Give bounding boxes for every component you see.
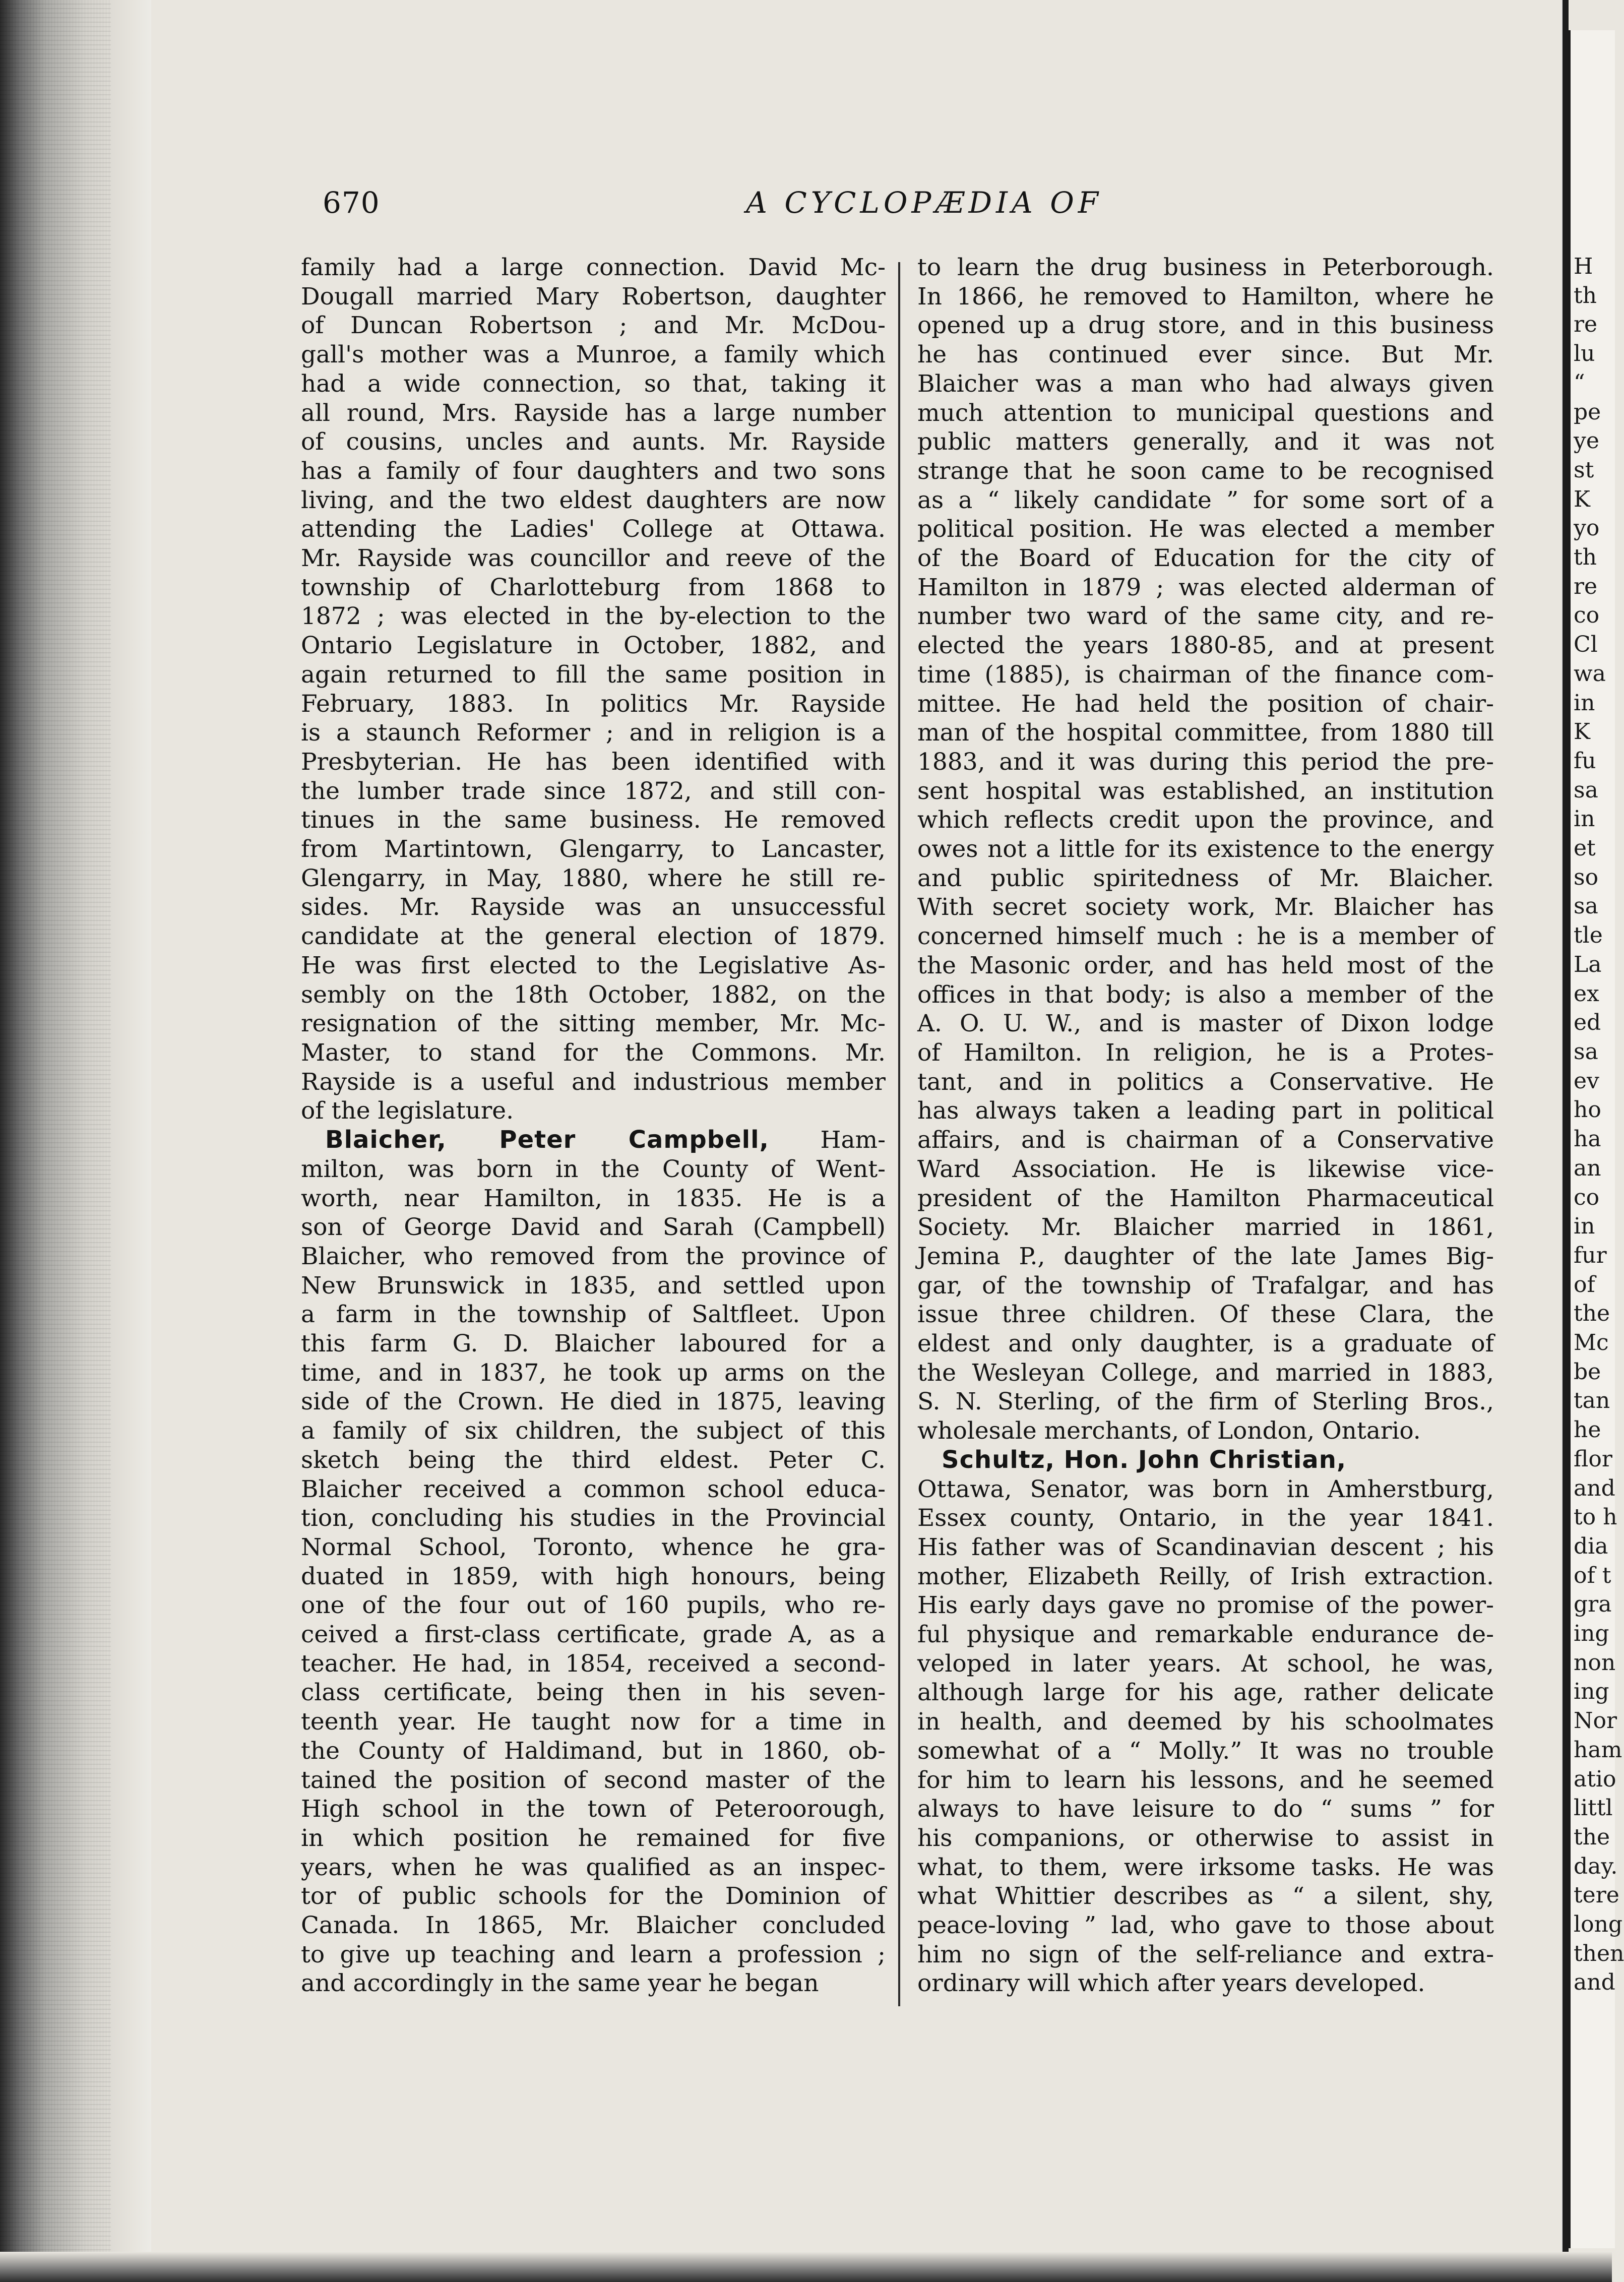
bottom-shadow <box>0 2252 1612 2282</box>
text-line: Essex county, Ontario, in the year 1841. <box>917 1504 1494 1532</box>
facing-page-fragment: et <box>1574 835 1596 861</box>
text-line: sembly on the 18th October, 1882, on the <box>301 980 886 1009</box>
text-line: tinues in the same business. He removed <box>301 806 886 834</box>
facing-page-fragment: an <box>1574 1155 1601 1181</box>
facing-page-fragment: sa <box>1574 893 1598 919</box>
text-line: wholesale merchants, of London, Ontario. <box>917 1417 1421 1445</box>
facing-page-fragment: co <box>1574 1184 1600 1210</box>
text-line: although large for his age, rather delicate <box>917 1679 1494 1707</box>
text-line: a farm in the township of Saltfleet. Upon <box>301 1301 886 1329</box>
text-line: ceived a first-class certificate, grade A, as a <box>301 1621 886 1649</box>
text-line: 1883, and it was during this period the pre- <box>917 748 1494 776</box>
text-line: what, to them, were irksome tasks. He was <box>917 1853 1494 1881</box>
text-line: has always taken a leading part in political <box>917 1097 1494 1125</box>
facing-page-fragment: K <box>1574 719 1590 745</box>
text-line: duated in 1859, with high honours, being <box>301 1562 886 1590</box>
facing-page-fragment: Nor <box>1574 1708 1617 1734</box>
facing-page-fragment: tan <box>1574 1388 1610 1414</box>
text-line: is a staunch Reformer ; and in religion is a <box>301 719 886 747</box>
facing-page-fragment: re <box>1574 312 1598 338</box>
facing-page-fragment: non <box>1574 1649 1616 1676</box>
text-line: from Martintown, Glengarry, to Lancaster, <box>301 835 886 864</box>
facing-page-fragment: wa <box>1574 660 1606 687</box>
text-line: opened up a drug store, and in this business <box>917 312 1494 340</box>
blaicher-entry-body <box>301 1155 886 1998</box>
text-line: which reflects credit upon the province, and <box>917 806 1494 834</box>
facing-page-fragment: be <box>1574 1359 1601 1385</box>
left-column-body <box>301 253 886 1126</box>
text-line: Ontario Legislature in October, 1882, and <box>301 632 886 660</box>
text-line: In 1866, he removed to Hamilton, where he <box>917 282 1494 311</box>
text-line: Jemina P., daughter of the late James Big- <box>917 1242 1494 1270</box>
facing-page-fragment: and <box>1574 1475 1615 1501</box>
text-line: Mr. Rayside was councillor and reeve of the <box>301 544 886 573</box>
text-line: son of George David and Sarah (Campbell) <box>301 1213 886 1242</box>
text-line: number two ward of the same city, and re- <box>917 602 1494 631</box>
facing-page-fragment: to h <box>1574 1504 1617 1530</box>
entry-heading-line <box>301 1126 886 1155</box>
text-line: teacher. He had, in 1854, received a second- <box>301 1649 886 1678</box>
text-line: this farm G. D. Blaicher laboured for a <box>301 1330 886 1358</box>
facing-page-fragment: tle <box>1574 922 1603 949</box>
entry-heading-line <box>917 1446 1494 1475</box>
text-line: ful physique and remarkable endurance de- <box>917 1621 1494 1649</box>
text-line: tained the position of second master of the <box>301 1766 886 1794</box>
text-line: Hamilton in 1879 ; was elected alderman of <box>917 573 1494 601</box>
facing-page-fragment: in <box>1574 690 1595 716</box>
text-line: Ottawa, Senator, was born in Amherstburg, <box>917 1475 1494 1503</box>
facing-page-fragment: H <box>1574 254 1593 279</box>
text-line: of cousins, uncles and aunts. Mr. Rayside <box>301 428 886 456</box>
facing-page <box>1568 30 1624 2248</box>
right-column <box>917 253 1494 1998</box>
running-title: A CYCLOPÆDIA OF <box>746 186 1103 220</box>
facing-page-fragment: th <box>1574 544 1597 571</box>
text-line: candidate at the general election of 1879. <box>301 922 886 951</box>
text-line: gar, of the township of Trafalgar, and has <box>917 1271 1494 1300</box>
facing-page-fragment: of <box>1574 1271 1595 1298</box>
text-line: all round, Mrs. Rayside has a large number <box>301 399 886 427</box>
text-line: tant, and in politics a Conservative. He <box>917 1068 1494 1096</box>
right-column-body <box>917 253 1494 1446</box>
text-line: strange that he soon came to be recognised <box>917 457 1494 485</box>
text-line: for him to learn his lessons, and he seemed <box>917 1766 1494 1794</box>
text-line: class certificate, being then in his seven- <box>301 1679 886 1707</box>
text-line: in which position he remained for five <box>301 1824 886 1852</box>
text-line: Dougall married Mary Robertson, daughter <box>301 282 886 311</box>
text-line: ordinary will which after years developed. <box>917 1969 1425 1998</box>
facing-page-fragment: sa <box>1574 777 1598 803</box>
text-line: sides. Mr. Rayside was an unsuccessful <box>301 893 886 921</box>
page-number: 670 <box>323 186 380 220</box>
facing-page-fragment: ed <box>1574 1010 1601 1036</box>
text-line: eldest and only daughter, is a graduate of <box>917 1330 1494 1358</box>
text-line: man of the hospital committee, from 1880 till <box>917 719 1494 747</box>
text-line: of Duncan Robertson ; and Mr. McDou- <box>301 312 886 340</box>
text-line: and public spiritedness of Mr. Blaicher. <box>917 864 1494 892</box>
facing-page-fragment: flor <box>1574 1446 1612 1472</box>
facing-page-fragment: La <box>1574 951 1602 977</box>
text-line: always to have leisure to do “ sums ” for <box>917 1795 1494 1823</box>
text-line: family had a large connection. David Mc- <box>301 254 886 281</box>
text-line: mittee. He had held the position of chair- <box>917 690 1494 718</box>
facing-page-fragment: re <box>1574 573 1598 599</box>
facing-page-fragment: Mc <box>1574 1330 1609 1356</box>
entry-name-schultz: Schultz, Hon. John Christian, <box>942 1445 1347 1474</box>
facing-page-fragment: lu <box>1574 341 1595 367</box>
text-line: to learn the drug business in Peterborough. <box>917 254 1494 281</box>
facing-page-fragment: then <box>1574 1940 1624 1966</box>
facing-page-fragment: ho <box>1574 1097 1601 1123</box>
text-line: the Wesleyan College, and married in 1883, <box>917 1359 1494 1387</box>
text-line: to give up teaching and learn a profession ; <box>301 1940 886 1968</box>
schultz-entry-body <box>917 1475 1494 1999</box>
text-line: owes not a little for its existence to the energy <box>917 835 1494 864</box>
text-line: Blaicher was a man who had always given <box>917 369 1494 398</box>
text-line: president of the Hamilton Pharmaceutical <box>917 1184 1494 1212</box>
facing-page-fragment: so <box>1574 864 1599 890</box>
facing-page-fragment: long <box>1574 1911 1623 1938</box>
facing-page-fragment: yo <box>1574 515 1600 541</box>
facing-page-fragment: ye <box>1574 428 1599 454</box>
text-line: S. N. Sterling, of the firm of Sterling Bros., <box>917 1388 1494 1416</box>
text-line: Master, to stand for the Commons. Mr. <box>301 1038 886 1067</box>
text-line: Ward Association. He is likewise vice- <box>917 1155 1494 1183</box>
text-line: elected the years 1880-85, and at present <box>917 632 1494 660</box>
facing-page-fragment: in <box>1574 1213 1595 1240</box>
facing-page-fragment: ing <box>1574 1679 1609 1705</box>
text-line: and accordingly in the same year he began <box>301 1969 819 1998</box>
text-line: Rayside is a useful and industrious member <box>301 1068 886 1096</box>
text-line: offices in that body; is also a member of the <box>917 980 1494 1009</box>
text-line: New Brunswick in 1835, and settled upon <box>301 1271 886 1300</box>
text-line: February, 1883. In politics Mr. Rayside <box>301 690 886 718</box>
text-line: mother, Elizabeth Reilly, of Irish extraction. <box>917 1562 1494 1590</box>
entry-heading-rest: Ham- <box>769 1126 886 1154</box>
text-line: sketch being the third eldest. Peter C. <box>301 1446 886 1474</box>
text-line: what Whittier describes as “ a silent, shy, <box>917 1882 1494 1910</box>
text-line: Glengarry, in May, 1880, where he still re- <box>301 864 886 892</box>
facing-page-fragment: the <box>1574 1824 1610 1850</box>
facing-page-fragment: ham <box>1574 1737 1622 1763</box>
facing-page-fragment: tere <box>1574 1882 1619 1908</box>
text-line: the County of Haldimand, but in 1860, ob- <box>301 1737 886 1765</box>
facing-page-fragment: sa <box>1574 1038 1598 1065</box>
text-line: him no sign of the self-reliance and extra- <box>917 1940 1494 1968</box>
facing-page-fragment: th <box>1574 282 1597 309</box>
text-line: His early days gave no promise of the power- <box>917 1591 1494 1620</box>
text-line: veloped in later years. At school, he was, <box>917 1649 1494 1678</box>
text-line: public matters generally, and it was not <box>917 428 1494 456</box>
facing-page-fragment: in <box>1574 806 1595 832</box>
column-divider <box>898 262 900 2006</box>
text-line: Normal School, Toronto, whence he gra- <box>301 1533 886 1561</box>
facing-page-fragment: fur <box>1574 1242 1607 1268</box>
text-line: township of Charlotteburg from 1868 to <box>301 573 886 601</box>
facing-page-fragments <box>1571 252 1624 1997</box>
facing-page-fragment: st <box>1574 457 1594 483</box>
text-line: living, and the two eldest daughters are now <box>301 486 886 514</box>
text-line: With secret society work, Mr. Blaicher has <box>917 893 1494 921</box>
facing-page-fragment: K <box>1574 486 1590 512</box>
text-line: time (1885), is chairman of the finance com- <box>917 660 1494 689</box>
text-line: had a wide connection, so that, taking it <box>301 369 886 398</box>
text-line: tor of public schools for the Dominion of <box>301 1882 886 1910</box>
facing-page-fragment: the <box>1574 1301 1610 1327</box>
text-line: attending the Ladies' College at Ottawa. <box>301 515 886 543</box>
text-line: in health, and deemed by his schoolmates <box>917 1708 1494 1736</box>
text-line: sent hospital was established, an institution <box>917 777 1494 805</box>
text-line: again returned to fill the same position in <box>301 660 886 689</box>
text-line: side of the Crown. He died in 1875, leaving <box>301 1388 886 1416</box>
text-line: of the Board of Education for the city of <box>917 544 1494 573</box>
text-line: a family of six children, the subject of this <box>301 1417 886 1445</box>
text-line: the Masonic order, and has held most of the <box>917 951 1494 979</box>
text-line: tion, concluding his studies in the Provincial <box>301 1504 886 1532</box>
text-line: time, and in 1837, he took up arms on the <box>301 1359 886 1387</box>
facing-page-fragment: fu <box>1574 748 1596 774</box>
facing-page-fragment: ha <box>1574 1126 1601 1152</box>
left-column <box>301 253 886 1998</box>
text-line: his companions, or otherwise to assist in <box>917 1824 1494 1852</box>
text-line: issue three children. Of these Clara, the <box>917 1301 1494 1329</box>
text-line: He was first elected to the Legislative As- <box>301 951 886 979</box>
text-line: has a family of four daughters and two sons <box>301 457 886 485</box>
facing-page-fragment: dia <box>1574 1533 1608 1559</box>
text-line: A. O. U. W., and is master of Dixon lodge <box>917 1010 1494 1038</box>
entry-name-blaicher: Blaicher, Peter Campbell, <box>325 1126 769 1154</box>
facing-page-fragment: littl <box>1574 1795 1613 1821</box>
text-line: resignation of the sitting member, Mr. Mc- <box>301 1010 886 1038</box>
binding-texture <box>0 0 111 2282</box>
facing-page-fragment: co <box>1574 602 1600 629</box>
text-line: His father was of Scandinavian descent ; his <box>917 1533 1494 1561</box>
text-line: Blaicher received a common school educa- <box>301 1475 886 1503</box>
text-line: he has continued ever since. But Mr. <box>917 341 1494 369</box>
text-line: much attention to municipal questions and <box>917 399 1494 427</box>
facing-page-fragment: ing <box>1574 1621 1609 1647</box>
text-line: concerned himself much : he is a member of <box>917 922 1494 951</box>
facing-page-fragment: he <box>1574 1417 1601 1443</box>
text-line: of the legislature. <box>301 1097 514 1125</box>
facing-page-fragment: Cl <box>1574 632 1598 658</box>
facing-page-fragment: atio <box>1574 1766 1616 1792</box>
facing-page-fragment: ev <box>1574 1068 1599 1094</box>
text-line: of Hamilton. In religion, he is a Protes- <box>917 1038 1494 1067</box>
text-line: Blaicher, who removed from the province of <box>301 1242 886 1270</box>
text-line: worth, near Hamilton, in 1835. He is a <box>301 1184 886 1212</box>
facing-page-fragment: ex <box>1574 980 1599 1007</box>
text-line: Society. Mr. Blaicher married in 1861, <box>917 1213 1494 1242</box>
text-line: affairs, and is chairman of a Conservative <box>917 1126 1494 1154</box>
text-line: political position. He was elected a member <box>917 515 1494 543</box>
facing-page-fragment: gra <box>1574 1591 1612 1618</box>
text-line: one of the four out of 160 pupils, who re- <box>301 1591 886 1620</box>
text-line: peace-loving ” lad, who gave to those about <box>917 1911 1494 1940</box>
text-line: gall's mother was a Munroe, a family which <box>301 341 886 369</box>
text-line: Canada. In 1865, Mr. Blaicher concluded <box>301 1911 886 1940</box>
text-line: teenth year. He taught now for a time in <box>301 1708 886 1736</box>
text-line: the lumber trade since 1872, and still con- <box>301 777 886 805</box>
text-line: as a “ likely candidate ” for some sort of a <box>917 486 1494 514</box>
facing-page-fragment: of t <box>1574 1562 1611 1588</box>
facing-page-fragment: pe <box>1574 399 1601 425</box>
text-line: milton, was born in the County of Went- <box>301 1155 886 1183</box>
text-line: Presbyterian. He has been identified with <box>301 748 886 776</box>
facing-page-fragment: “ <box>1574 369 1585 396</box>
text-line: years, when he was qualified as an inspec- <box>301 1853 886 1881</box>
facing-page-fragment: and <box>1574 1969 1615 1996</box>
text-line: High school in the town of Peteroorough, <box>301 1795 886 1823</box>
text-line: 1872 ; was elected in the by-election to the <box>301 602 886 631</box>
facing-page-fragment: day. <box>1574 1853 1618 1879</box>
text-line: somewhat of a “ Molly.” It was no trouble <box>917 1737 1494 1765</box>
